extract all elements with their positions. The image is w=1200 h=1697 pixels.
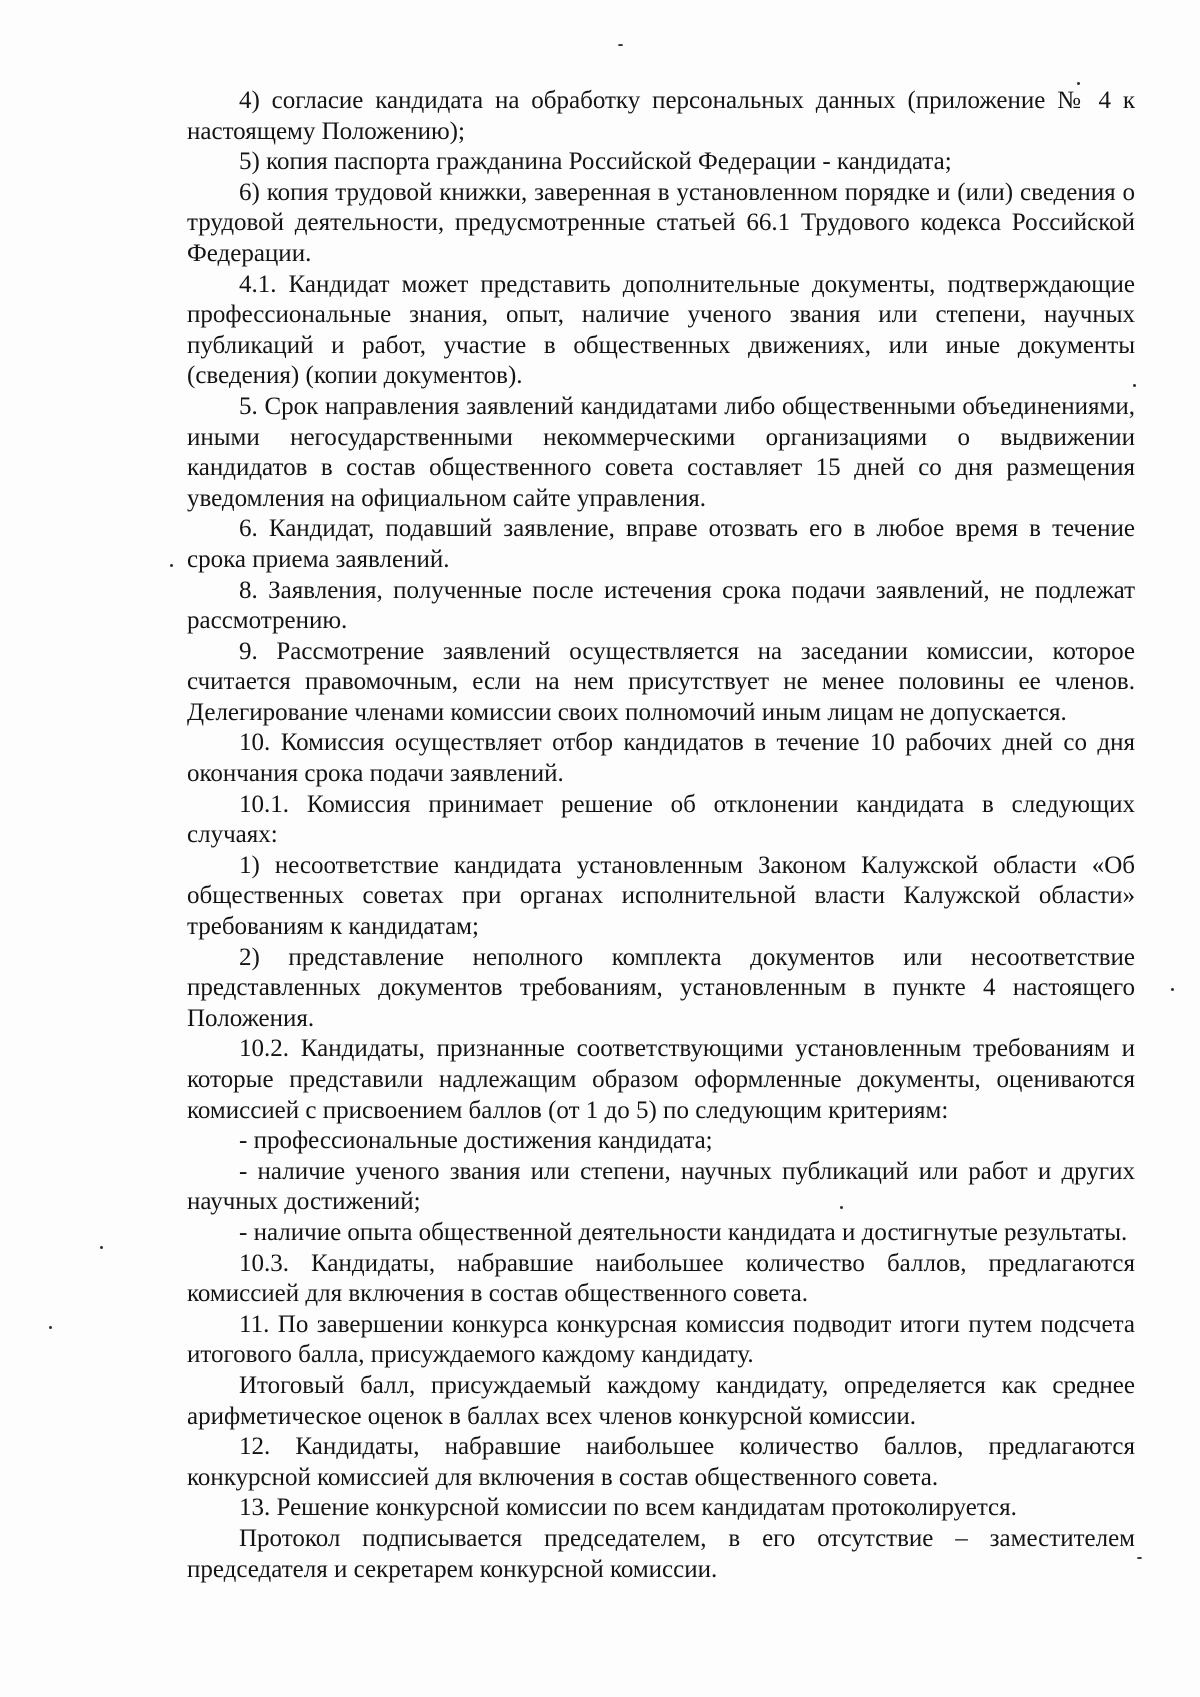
paragraph-13: 13. Решение конкурсной комиссии по всем кандидатам протоколируется. [239,1494,1017,1522]
paragraph-10-1-item-1: 1) несоответствие кандидата установленным Законом Калужской области «Об общественных советах при органах исполнительной власти Калужской области» требованиям к кандидатам; [187,851,1135,941]
document-body [187,86,1135,1585]
paragraph-11: 11. По завершении конкурса конкурсная комиссия подводит итоги путем подсчета итогового балла, присуждаемого каждому кандидату. [187,1310,1135,1369]
paragraph-10-2: 10.2. Кандидаты, признанные соответствующими установленным требованиям и которые представили надлежащим образом оформленные документы, оцениваются комиссией с присвоением баллов (от 1 до 5) по следующим критериям: [187,1035,1135,1124]
paragraph-final-score: Итоговый балл, присуждаемый каждому кандидату, определяется как среднее арифметическое оценок в баллах всех членов конкурсной комиссии. [187,1371,1135,1430]
scan-speck [49,1326,52,1329]
paragraph-8: 8. Заявления, полученные после истечения срока подачи заявлений, не подлежат рассмотрению. [187,576,1135,635]
scan-speck [1077,82,1080,85]
criterion-item-3: - наличие опыта общественной деятельности кандидата и достигнутые результаты. [239,1218,1128,1246]
scan-speck [618,44,623,46]
paragraph-5: 5. Срок направления заявлений кандидатами либо общественными объединениями, иными негосударственными некоммерческими организациями о выдвижении кандидатов в состав общественного совета составляет 15 дней со дня размещения уведомления на официальном сайте управления. [187,392,1135,512]
scan-speck [1171,988,1174,991]
paragraph-10-3: 10.3. Кандидаты, набравшие наибольшее количество баллов, предлагаются комиссией для включения в состав общественного совета. [187,1249,1135,1308]
paragraph-item-5: 5) копия паспорта гражданина Российской Федерации - кандидата; [239,148,952,176]
paragraph-4-1: 4.1. Кандидат может представить дополнительные документы, подтверждающие профессиональные знания, опыт, наличие ученого звания или степени, научных публикаций и работ, участие в общественных движениях, или иные документы (сведения) (копии документов). [187,270,1135,390]
paragraph-item-4: 4) согласие кандидата на обработку персональных данных (приложение № 4 к настоящему Положению); [187,87,1135,145]
scan-speck [100,1246,103,1249]
paragraph-10-1-item-2: 2) представление неполного комплекта документов или несоответствие представленных документов требованиям, установленным в пункте 4 настоящего Положения. [187,943,1135,1032]
paragraph-protocol: Протокол подписывается председателем, в его отсутствие – заместителем председателя и секретарем конкурсной комиссии. [187,1524,1135,1583]
paragraph-12: 12. Кандидаты, набравшие наибольшее количество баллов, предлагаются конкурсной комиссией для включения в состав общественного совета. [187,1433,1135,1491]
paragraph-item-6: 6) копия трудовой книжки, заверенная в установленном порядке и (или) сведения о трудовой деятельности, предусмотренные статьей 66.1 Трудового кодекса Российской Федерации. [187,178,1135,267]
paragraph-10-1: 10.1. Комиссия принимает решение об отклонении кандидата в следующих случаях: [187,790,1135,849]
criterion-item-2: - наличие ученого звания или степени, научных публикаций или работ и других научных достижений; [187,1157,1135,1216]
scan-speck [170,564,173,567]
paragraph-10: 10. Комиссия осуществляет отбор кандидатов в течение 10 рабочих дней со дня окончания срока подачи заявлений. [187,729,1135,788]
paragraph-6: 6. Кандидат, подавший заявление, вправе отозвать его в любое время в течение срока приема заявлений. [187,515,1135,573]
scan-speck [1137,1557,1142,1559]
paragraph-9: 9. Рассмотрение заявлений осуществляется на заседании комиссии, которое считается правомочным, если на нем присутствует не менее половины ее членов. Делегирование членами комиссии своих полномочий иным лицам не допускается. [187,637,1135,726]
criterion-item-1: - профессиональные достижения кандидата; [239,1127,713,1155]
